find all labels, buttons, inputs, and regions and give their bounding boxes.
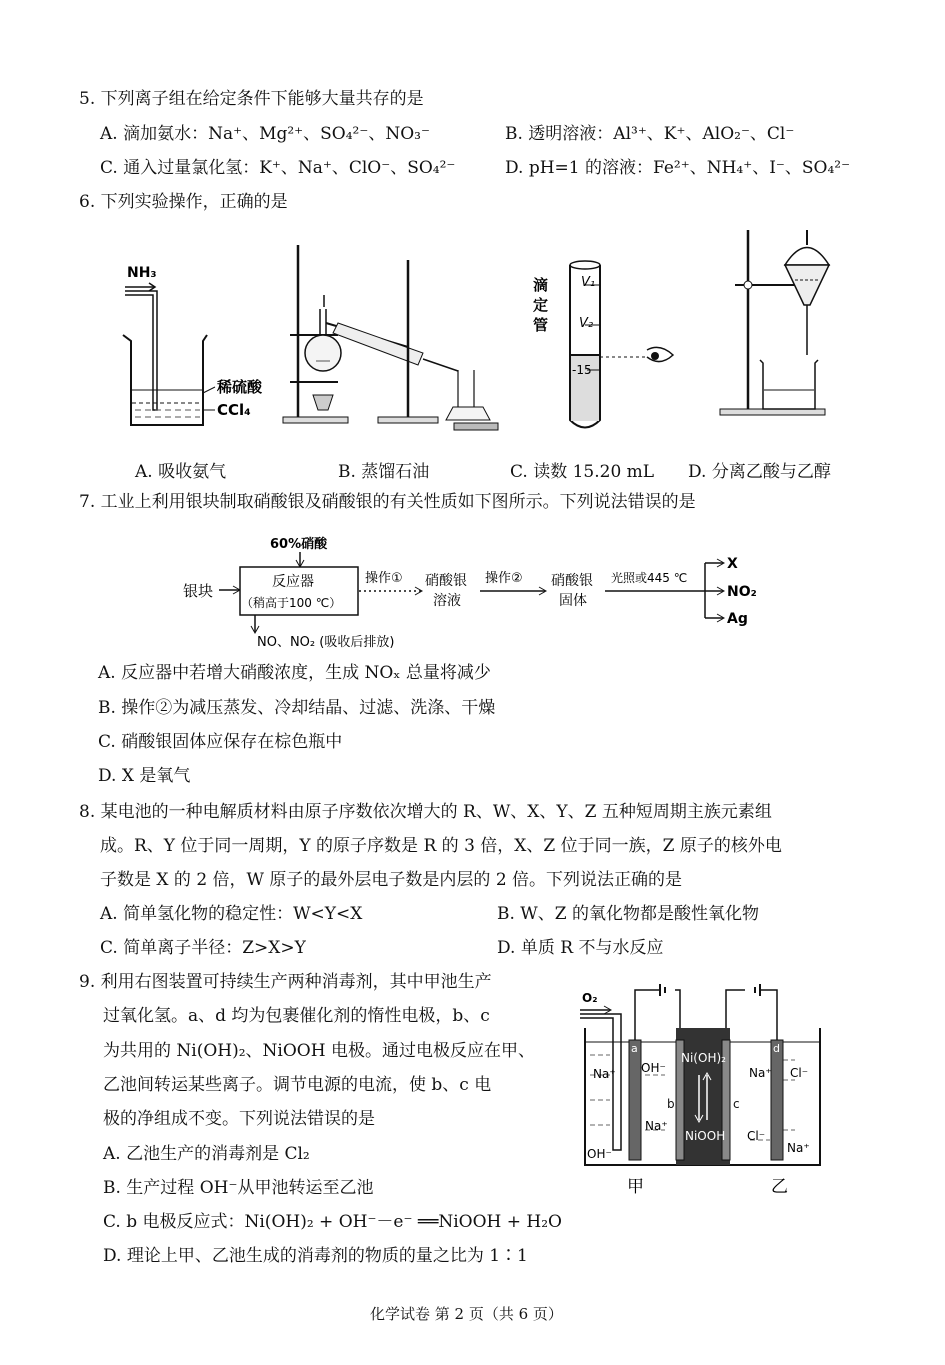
product-ag: Ag: [727, 611, 748, 627]
q5-option-c: C. 通入过量氯化氢：K⁺、Na⁺、ClO⁻、SO₄²⁻: [100, 158, 456, 178]
q6-option-a: A. 吸收氨气: [135, 462, 227, 482]
solid-label-2: 固体: [559, 593, 587, 609]
electrode-c-label: c: [733, 1097, 740, 1111]
reactor-label: 反应器: [272, 574, 314, 590]
product-no2: NO₂: [727, 584, 757, 600]
burette-label-3: 管: [533, 316, 549, 334]
q9-stem-line2: 过氧化氢。a、d 均为包裹催化剂的惰性电极，b、c: [103, 1006, 490, 1026]
nioh2-label: Ni(OH)₂: [681, 1051, 726, 1065]
q6-option-b: B. 蒸馏石油: [338, 462, 430, 482]
reactor-condition: （稍高于100 ℃）: [241, 596, 342, 610]
v1-label: V₁: [581, 275, 596, 290]
q6-option-d: D. 分离乙酸与乙醇: [688, 462, 831, 482]
operation-2-label: 操作②: [485, 571, 523, 586]
q5-option-a: A. 滴加氨水：Na⁺、Mg²⁺、SO₄²⁻、NO₃⁻: [100, 124, 430, 144]
na-ion-left-bottom: Na⁺: [645, 1119, 668, 1133]
electrode-a-label: a: [631, 1042, 638, 1055]
q6-stem: 6. 下列实验操作，正确的是: [79, 192, 288, 212]
burette-figure: [525, 255, 705, 435]
q7-stem: 7. 工业上利用银块制取硝酸银及硝酸银的有关性质如下图所示。下列说法错误的是: [79, 492, 696, 512]
q9-stem-line3: 为共用的 Ni(OH)₂、NiOOH 电极。通过电极反应在甲、: [103, 1041, 535, 1061]
silver-nitrate-flowchart: [175, 530, 775, 655]
o2-label: O₂: [582, 991, 598, 1005]
q8-option-c: C. 简单离子半径：Z>X>Y: [100, 938, 306, 958]
q8-option-a: A. 简单氢化物的稳定性：W<Y<X: [100, 904, 363, 924]
q5-option-d: D. pH=1 的溶液：Fe²⁺、NH₄⁺、I⁻、SO₄²⁻: [505, 158, 851, 178]
cell-yi-label: 乙: [771, 1177, 788, 1197]
ammonia-absorption-figure: [115, 255, 285, 435]
nitric-acid-label: 60%硝酸: [270, 537, 328, 552]
silver-block-label: 银块: [183, 582, 214, 600]
q7-option-b: B. 操作②为减压蒸发、冷却结晶、过滤、洗涤、干燥: [98, 698, 496, 718]
q9-option-b: B. 生产过程 OH⁻从甲池转运至乙池: [103, 1178, 374, 1198]
q8-option-d: D. 单质 R 不与水反应: [497, 938, 664, 958]
cell-jia-label: 甲: [627, 1177, 644, 1197]
q8-stem-line3: 子数是 X 的 2 倍，W 原子的最外层电子数是内层的 2 倍。下列说法正确的是: [100, 870, 683, 890]
cl-ion-right: Cl⁻: [790, 1066, 809, 1080]
distillation-figure: [278, 235, 503, 435]
na-ion-left: Na⁺: [593, 1067, 616, 1081]
solution-label-1: 硝酸银: [425, 573, 467, 589]
q7-option-c: C. 硝酸银固体应保存在棕色瓶中: [98, 732, 343, 752]
electrode-b-label: b: [667, 1097, 675, 1111]
v2-label: V₂: [579, 316, 594, 331]
q7-option-d: D. X 是氧气: [98, 766, 191, 786]
q9-option-a: A. 乙池生产的消毒剂是 Cl₂: [103, 1144, 310, 1164]
q9-stem-line5: 极的净组成不变。下列说法错误的是: [103, 1109, 375, 1129]
product-x: X: [727, 556, 738, 572]
q9-stem-line1: 9. 利用右图装置可持续生产两种消毒剂，其中甲池生产: [79, 972, 492, 992]
na-ion-right-bottom: Na⁺: [787, 1141, 810, 1155]
exhaust-label: NO、NO₂ (吸收后排放): [257, 635, 395, 650]
q7-option-a: A. 反应器中若增大硝酸浓度，生成 NOₓ 总量将减少: [98, 663, 491, 683]
niooh-label: NiOOH: [685, 1129, 726, 1143]
scale-mark: -15: [572, 363, 592, 377]
oh-ion-left: OH⁻: [641, 1061, 666, 1075]
solid-label-1: 硝酸银: [551, 573, 593, 589]
solution-label-2: 溶液: [433, 593, 461, 609]
electrolysis-cell-figure: [575, 980, 830, 1200]
operation-1-label: 操作①: [365, 571, 403, 586]
q8-stem-line1: 8. 某电池的一种电解质材料由原子序数依次增大的 R、W、X、Y、Z 五种短周期主族元素组: [79, 802, 772, 822]
na-ion-right: Na⁺: [749, 1066, 772, 1080]
page-footer: 化学试卷 第 2 页（共 6 页）: [370, 1305, 563, 1323]
ccl4-label: CCl₄: [217, 401, 251, 419]
burette-label-2: 定: [533, 296, 549, 314]
cl-ion-right-bottom: Cl⁻: [747, 1129, 766, 1143]
electrode-d-label: d: [773, 1042, 780, 1055]
nh3-label: NH₃: [127, 265, 157, 281]
q8-stem-line2: 成。R、Y 位于同一周期，Y 的原子序数是 R 的 3 倍，X、Z 位于同一族，Z 原子的核外电: [100, 836, 782, 856]
q9-option-c: C. b 电极反应式：Ni(OH)₂ + OH⁻－e⁻ ══NiOOH + H₂O: [103, 1212, 562, 1232]
q5-option-b: B. 透明溶液：Al³⁺、K⁺、AlO₂⁻、Cl⁻: [505, 124, 795, 144]
q8-option-b: B. W、Z 的氧化物都是酸性氧化物: [497, 904, 759, 924]
q5-stem: 5. 下列离子组在给定条件下能够大量共存的是: [79, 89, 424, 109]
dilute-acid-label: 稀硫酸: [217, 378, 263, 396]
oh-ion-bottom: OH⁻: [587, 1147, 612, 1161]
q9-option-d: D. 理论上甲、乙池生成的消毒剂的物质的量之比为 1∶1: [103, 1246, 528, 1266]
condition-label: 光照或445 ℃: [611, 571, 688, 585]
separatory-funnel-figure: [715, 225, 850, 425]
q9-stem-line4: 乙池间转运某些离子。调节电源的电流，使 b、c 电: [103, 1075, 492, 1095]
burette-label-1: 滴: [533, 276, 549, 294]
q6-option-c: C. 读数 15.20 mL: [510, 462, 655, 482]
